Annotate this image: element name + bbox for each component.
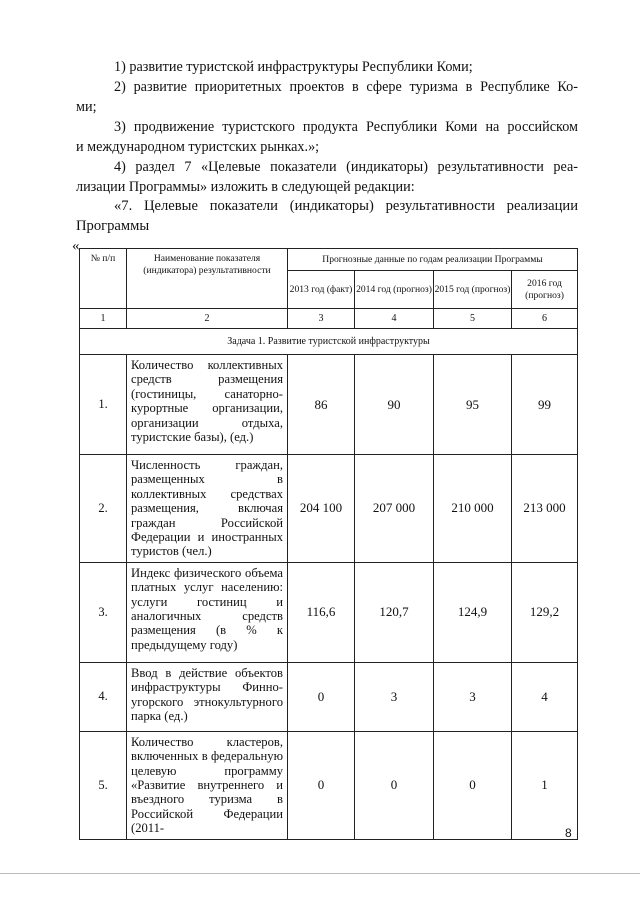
col-number-1: 1	[80, 309, 127, 329]
table-row	[80, 355, 578, 455]
value-2015: 95	[434, 355, 512, 455]
value-2014: 207 000	[355, 455, 434, 563]
intro-item-4-line-1: 4) раздел 7 «Целевые показатели (индикаторы) результативности реа-	[114, 159, 578, 175]
value-2014: 0	[355, 731, 434, 839]
indicator-name: Ввод в действие объектов инфраструктуры Финно-угорского этнокультурного парка (ед.)	[127, 662, 288, 731]
value-2015: 3	[434, 662, 512, 731]
value-2014: 3	[355, 662, 434, 731]
section-heading-line-1: «7. Целевые показатели (индикаторы) результативности реализации	[114, 198, 578, 214]
header-num: № п/п	[80, 249, 127, 309]
value-2013: 204 100	[288, 455, 355, 563]
indicator-name: Количество кластеров, включенных в федеральную целевую программу «Развитие внутреннего и въездного туризма в Российской Федерации (2011-	[127, 731, 288, 839]
table-row	[80, 662, 578, 731]
value-2015: 0	[434, 731, 512, 839]
row-number: 3.	[80, 562, 127, 662]
col-number-3: 3	[288, 309, 355, 329]
section-heading-line-2: Программы	[76, 218, 150, 234]
value-2013: 0	[288, 731, 355, 839]
table-row	[80, 731, 578, 839]
value-2016: 213 000	[512, 455, 578, 563]
intro-item-3-line-1: 3) продвижение туристского продукта Республики Коми на российском	[114, 119, 578, 135]
col-number-4: 4	[355, 309, 434, 329]
value-2013: 86	[288, 355, 355, 455]
value-2014: 90	[355, 355, 434, 455]
col-number-5: 5	[434, 309, 512, 329]
indicator-name: Количество коллективных средств размещения (гостиницы, санаторно-курортные организации, организации отдыха, туристские базы), (ед.)	[127, 355, 288, 455]
value-2014: 120,7	[355, 562, 434, 662]
header-year-2015: 2015 год (прогноз)	[434, 271, 512, 309]
row-number: 5.	[80, 731, 127, 839]
indicator-name: Индекс физического объема платных услуг населению: услуги гостиниц и аналогичных средств размещения (в % к предыдущему году)	[127, 562, 288, 662]
value-2016: 4	[512, 662, 578, 731]
col-number-6: 6	[512, 309, 578, 329]
value-2013: 0	[288, 662, 355, 731]
header-year-2014: 2014 год (прогноз)	[355, 271, 434, 309]
intro-item-3-line-2: и международном туристских рынках.»;	[76, 139, 320, 155]
bottom-divider	[0, 873, 640, 874]
open-quote: «	[72, 238, 80, 254]
target-indicators-table	[79, 248, 578, 840]
col-number-2: 2	[127, 309, 288, 329]
intro-item-1: 1) развитие туристской инфраструктуры Республики Коми;	[114, 59, 473, 75]
page-number: 8	[565, 826, 572, 840]
table-row	[80, 562, 578, 662]
header-year-2016: 2016 год (прогноз)	[512, 271, 578, 309]
value-2016: 99	[512, 355, 578, 455]
value-2015: 210 000	[434, 455, 512, 563]
intro-item-2-line-1: 2) развитие приоритетных проектов в сфере туризма в Республике Ко-	[114, 79, 578, 95]
value-2016: 129,2	[512, 562, 578, 662]
header-forecast: Прогнозные данные по годам реализации Программы	[288, 249, 578, 271]
row-number: 2.	[80, 455, 127, 563]
value-2013: 116,6	[288, 562, 355, 662]
row-number: 1.	[80, 355, 127, 455]
table-row	[80, 455, 578, 563]
intro-item-2-line-2: ми;	[76, 99, 97, 115]
intro-item-4-line-2: лизации Программы» изложить в следующей редакции:	[76, 179, 415, 195]
indicator-name: Численность граждан, размещенных в коллективных средствах размещения, включая граждан Российской Федерации и иностранных туристов (чел.)	[127, 455, 288, 563]
value-2016: 1	[512, 731, 578, 839]
task-title: Задача 1. Развитие туристской инфраструктуры	[80, 329, 578, 355]
value-2015: 124,9	[434, 562, 512, 662]
row-number: 4.	[80, 662, 127, 731]
header-year-2013: 2013 год (факт)	[288, 271, 355, 309]
header-indicator-name: Наименование показателя (индикатора) результативности	[127, 249, 288, 309]
